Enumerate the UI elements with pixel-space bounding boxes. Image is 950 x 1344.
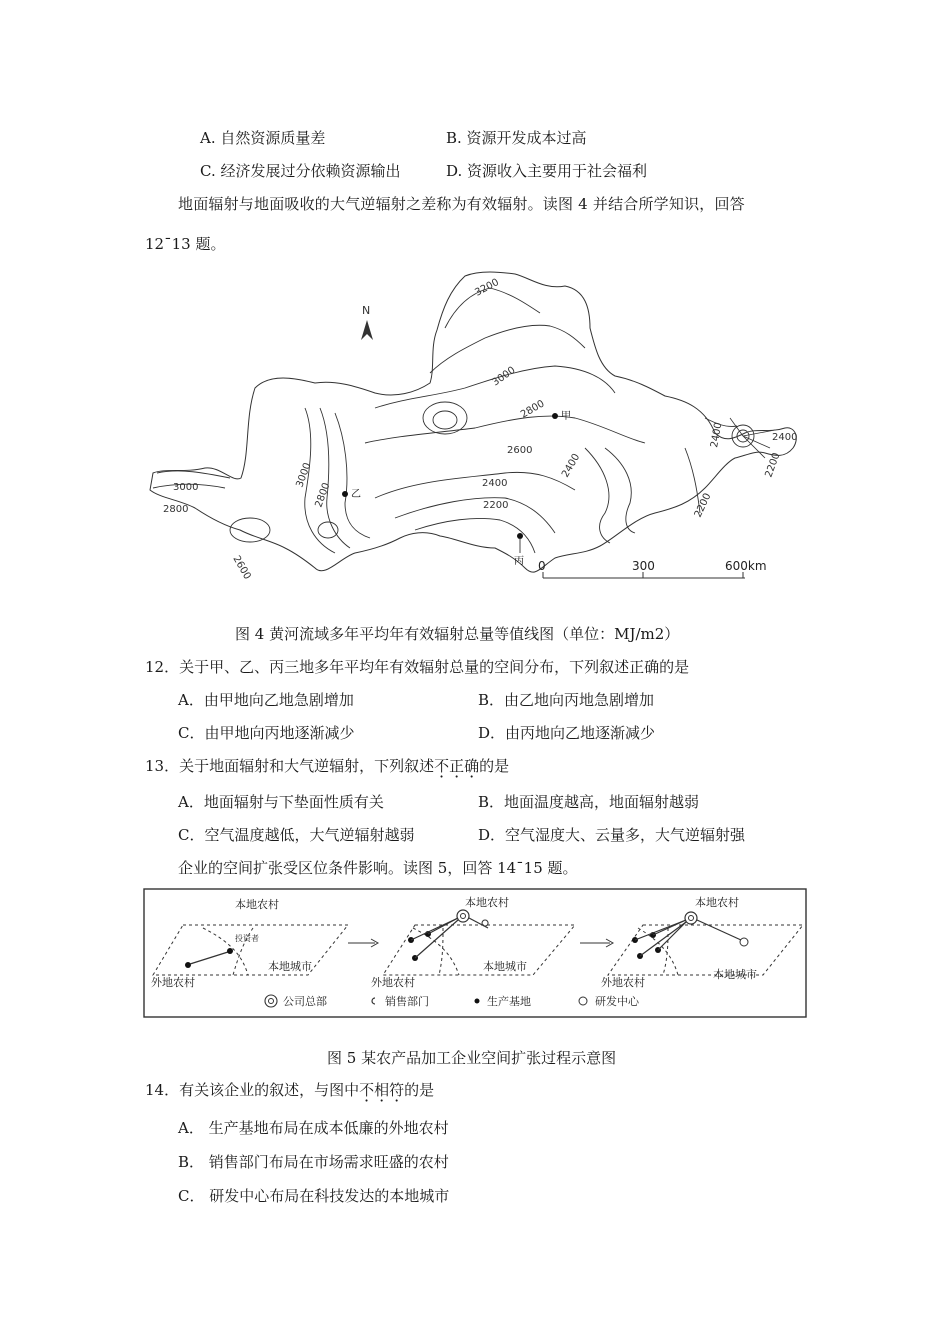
- sales-department-icon: [482, 920, 488, 926]
- figure5-diagram: [143, 888, 807, 1018]
- label-local-rural: 本地农村: [695, 896, 739, 909]
- label-local-city: 本地城市: [713, 968, 757, 981]
- scale-zero: 0: [538, 559, 546, 573]
- q14-option-c: C． 研发中心布局在科技发达的本地城市: [178, 1187, 450, 1205]
- contour-label: 2400: [560, 451, 583, 480]
- place-yi-label: 乙: [351, 489, 361, 500]
- legend-research: 研发中心: [595, 995, 639, 1008]
- north-arrow-icon: [361, 320, 373, 340]
- production-base-icon: [227, 948, 233, 954]
- contour-label: 2400: [772, 432, 798, 443]
- contour-label: 2200: [483, 500, 509, 511]
- q13-option-a: A．地面辐射与下垫面性质有关: [178, 793, 384, 811]
- intro-14-15: 企业的空间扩张受区位条件影响。读图 5，回答 14¯15 题。: [178, 859, 578, 877]
- q12-option-b: B．由乙地向丙地急剧增加: [478, 691, 655, 709]
- q13-option-c: C．空气温度越低，大气逆辐射越弱: [178, 826, 415, 844]
- q12-stem: 12．关于甲、乙、丙三地多年平均年有效辐射总量的空间分布，下列叙述正确的是: [145, 658, 690, 676]
- panel-1: [151, 897, 348, 989]
- label-local-rural: 本地农村: [465, 896, 509, 909]
- label-other-rural: 外地农村: [601, 976, 645, 989]
- contour-label: 2800: [519, 398, 547, 421]
- contour-label: 2600: [507, 445, 533, 456]
- contour-label: 3000: [490, 364, 518, 389]
- contour-label: 2200: [763, 451, 783, 480]
- north-label: N: [362, 304, 371, 317]
- q13-stem: 13．关于地面辐射和大气逆辐射，下列叙述不正确的是: [145, 757, 510, 775]
- legend: [265, 994, 640, 1008]
- label-other-rural: 外地农村: [151, 976, 195, 989]
- headquarters-icon: [457, 910, 469, 922]
- contour-label: 2800: [313, 481, 333, 510]
- intro-12-13-line1: 地面辐射与地面吸收的大气逆辐射之差称为有效辐射。读图 4 并结合所学知识，回答: [178, 195, 745, 213]
- label-investor: 投资者: [235, 934, 259, 943]
- legend-sales: 销售部门: [385, 995, 429, 1008]
- basin-outline: [150, 272, 796, 572]
- contour-label: 3200: [473, 276, 501, 299]
- sales-department-icon: [372, 998, 375, 1004]
- q11-option-b: B. 资源开发成本过高: [446, 129, 587, 147]
- q11-option-d: D. 资源收入主要用于社会福利: [446, 162, 648, 180]
- q14-stem: 14．有关该企业的叙述，与图中不相符的是: [145, 1081, 435, 1099]
- q11-option-c: C. 经济发展过分依赖资源输出: [200, 162, 401, 180]
- q11-option-a: A. 自然资源质量差: [200, 129, 326, 147]
- label-local-rural: 本地农村: [235, 898, 279, 911]
- q12-option-d: D．由丙地向乙地逐渐减少: [478, 724, 656, 742]
- figure5-caption: 图 5 某农产品加工企业空间扩张过程示意图: [327, 1049, 617, 1067]
- place-jia-dot: [552, 413, 558, 419]
- label-local-city: 本地城市: [268, 960, 312, 973]
- contour-label: 2400: [709, 421, 725, 449]
- q12-option-c: C．由甲地向丙地逐渐减少: [178, 724, 355, 742]
- scale-end: 600km: [725, 559, 767, 573]
- place-jia-label: 甲: [561, 411, 571, 422]
- contour-label: 2600: [230, 554, 253, 582]
- contour-label: 3000: [173, 482, 199, 493]
- production-base-icon: [475, 999, 480, 1004]
- panel-3: [601, 895, 803, 989]
- research-center-icon: [740, 938, 748, 946]
- contour-label: 3000: [294, 461, 314, 490]
- headquarters-icon: [265, 995, 277, 1007]
- q13-option-b: B．地面温度越高，地面辐射越弱: [478, 793, 700, 811]
- legend-production: 生产基地: [487, 995, 531, 1008]
- q12-option-a: A．由甲地向乙地急剧增加: [178, 691, 354, 709]
- contour-label: 2200: [692, 491, 714, 520]
- legend-headquarters: 公司总部: [283, 995, 327, 1008]
- research-center-icon: [579, 997, 587, 1005]
- intro-12-13-line2: 12¯13 题。: [145, 235, 226, 253]
- contour-label: 2800: [163, 504, 189, 515]
- label-local-city: 本地城市: [483, 960, 527, 973]
- figure4-caption: 图 4 黄河流域多年平均年有效辐射总量等值线图（单位：MJ/m2）: [235, 625, 680, 643]
- contour-label: 2400: [482, 478, 508, 489]
- figure4-map: [145, 268, 810, 598]
- scale-mid: 300: [632, 559, 655, 573]
- q14-option-a: A． 生产基地布局在成本低廉的外地农村: [178, 1119, 449, 1137]
- q14-option-b: B． 销售部门布局在市场需求旺盛的农村: [178, 1153, 449, 1171]
- panel-2: [371, 895, 575, 989]
- place-bing-label: 丙: [514, 556, 524, 567]
- place-yi-dot: [342, 491, 348, 497]
- q13-option-d: D．空气湿度大、云量多，大气逆辐射强: [478, 826, 746, 844]
- production-base-icon: [185, 962, 191, 968]
- label-other-rural: 外地农村: [371, 976, 415, 989]
